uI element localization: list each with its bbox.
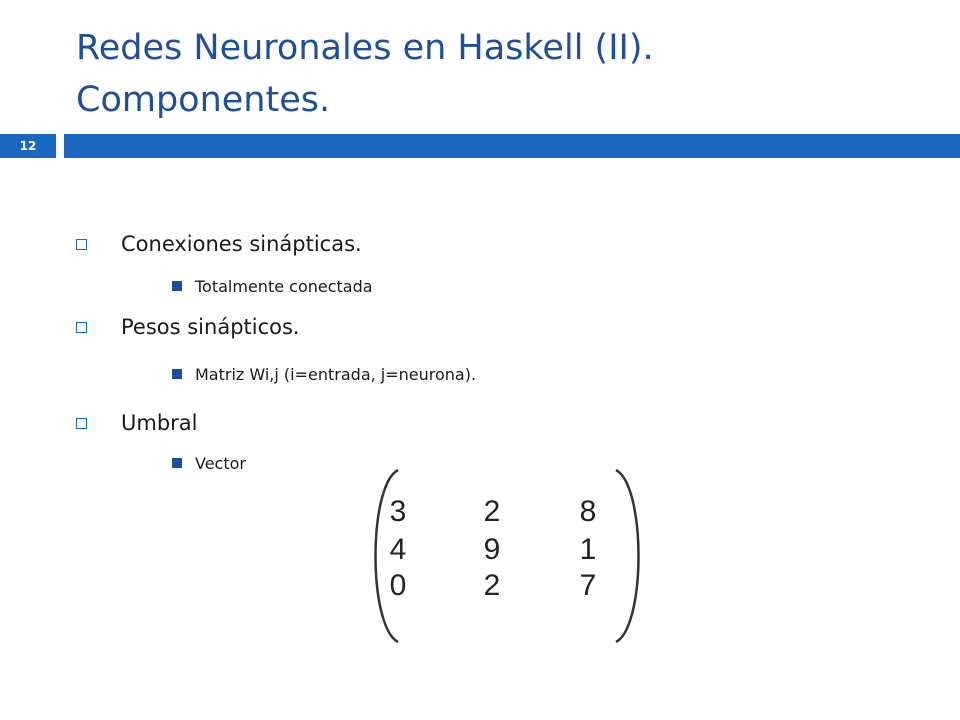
title-divider-bar bbox=[64, 134, 960, 158]
slide-number: 12 bbox=[0, 134, 56, 158]
matrix-cell: 9 bbox=[483, 533, 501, 566]
bullet-text: Umbral bbox=[121, 411, 198, 435]
matrix-cell: 4 bbox=[389, 533, 407, 566]
matrix-cell: 0 bbox=[389, 569, 407, 602]
slide-title-line-2: Componentes. bbox=[76, 80, 331, 120]
matrix-cell: 2 bbox=[483, 569, 501, 602]
sub-bullet-item bbox=[172, 363, 476, 385]
filled-square-bullet-icon bbox=[172, 369, 182, 379]
filled-square-bullet-icon bbox=[172, 458, 182, 468]
hollow-square-bullet-icon bbox=[76, 239, 87, 250]
filled-square-bullet-icon bbox=[172, 281, 182, 291]
bullet-text: Conexiones sinápticas. bbox=[121, 232, 362, 256]
right-bracket bbox=[616, 470, 639, 642]
sub-bullet-text: Matriz Wi,j (i=entrada, j=neurona). bbox=[195, 364, 477, 384]
hollow-square-bullet-icon bbox=[76, 322, 87, 333]
matrix-cell: 8 bbox=[579, 495, 597, 528]
bullet-item bbox=[76, 229, 362, 259]
matrix-cell: 3 bbox=[389, 495, 407, 528]
sub-bullet-text: Totalmente conectada bbox=[195, 276, 373, 296]
matrix-cell: 2 bbox=[483, 495, 501, 528]
slide-title bbox=[76, 22, 936, 126]
slide-title-line-1: Redes Neuronales en Haskell (II). bbox=[76, 28, 654, 68]
matrix-cell: 1 bbox=[579, 533, 597, 566]
sub-bullet-item bbox=[172, 275, 373, 297]
bullet-item bbox=[76, 408, 198, 438]
bullet-text: Pesos sinápticos. bbox=[121, 315, 300, 339]
sub-bullet-text: Vector bbox=[195, 453, 246, 473]
sub-bullet-item bbox=[172, 452, 246, 474]
bullet-item bbox=[76, 312, 300, 342]
matrix-cell: 7 bbox=[579, 569, 597, 602]
hollow-square-bullet-icon bbox=[76, 418, 87, 429]
weight-matrix bbox=[362, 466, 642, 646]
